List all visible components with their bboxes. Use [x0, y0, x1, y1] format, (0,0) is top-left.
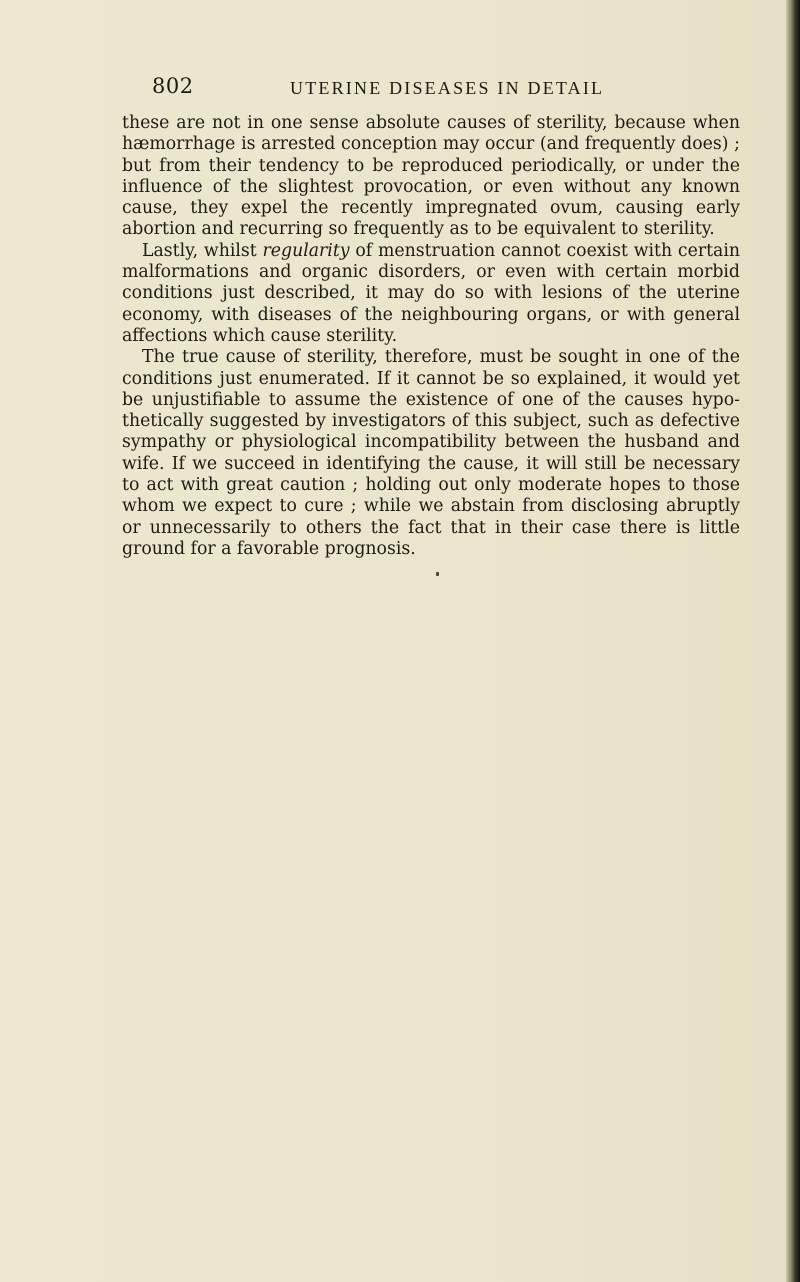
body-text	[122, 113, 740, 560]
running-title: UTERINE DISEASES IN DETAIL	[290, 78, 605, 98]
page-header	[0, 74, 800, 104]
italic-term: regularity	[262, 240, 350, 261]
paragraph-true-cause: The true cause of sterility, therefore, must be sought in one of the conditions just enumerated. If it cannot be so explained, it would yet be unjustifiable to assume the existence of one of the causes hypo-thetically suggested by investigators of this subject, such as defective sympathy or physiological incompatibility between the husband and wife. If we succeed in identifying the cause, it will still be necessary to act with great caution ; holding out only moderate hopes to those whom we expect to cure ; while we abstain from disclosing abruptly or unnecessarily to others the fact that in their case there is little ground for a favorable prognosis.	[122, 347, 740, 559]
ink-speck	[436, 572, 439, 576]
paragraph-regularity	[122, 241, 740, 347]
paragraph-text: of menstruation cannot coexist with certain malformations and organic disorders, or even with certain morbid conditions just described, it may do so with lesions of the uterine economy, with diseases of the neighbouring organs, or with general affections which cause sterility.	[122, 240, 741, 346]
page-edge-shadow	[786, 0, 800, 1282]
paragraph-continuation: these are not in one sense absolute causes of sterility, because when hæmorrhage is arrested conception may occur (and frequently does) ; but from their tendency to be reproduced periodically, or under the influence of the slightest provocation, or even without any known cause, they expel the recently impregnated ovum, causing early abortion and recurring so frequently as to be equivalent to sterility.	[122, 113, 740, 240]
page-number: 802	[152, 74, 194, 98]
paragraph-text: Lastly, whilst	[142, 240, 263, 261]
